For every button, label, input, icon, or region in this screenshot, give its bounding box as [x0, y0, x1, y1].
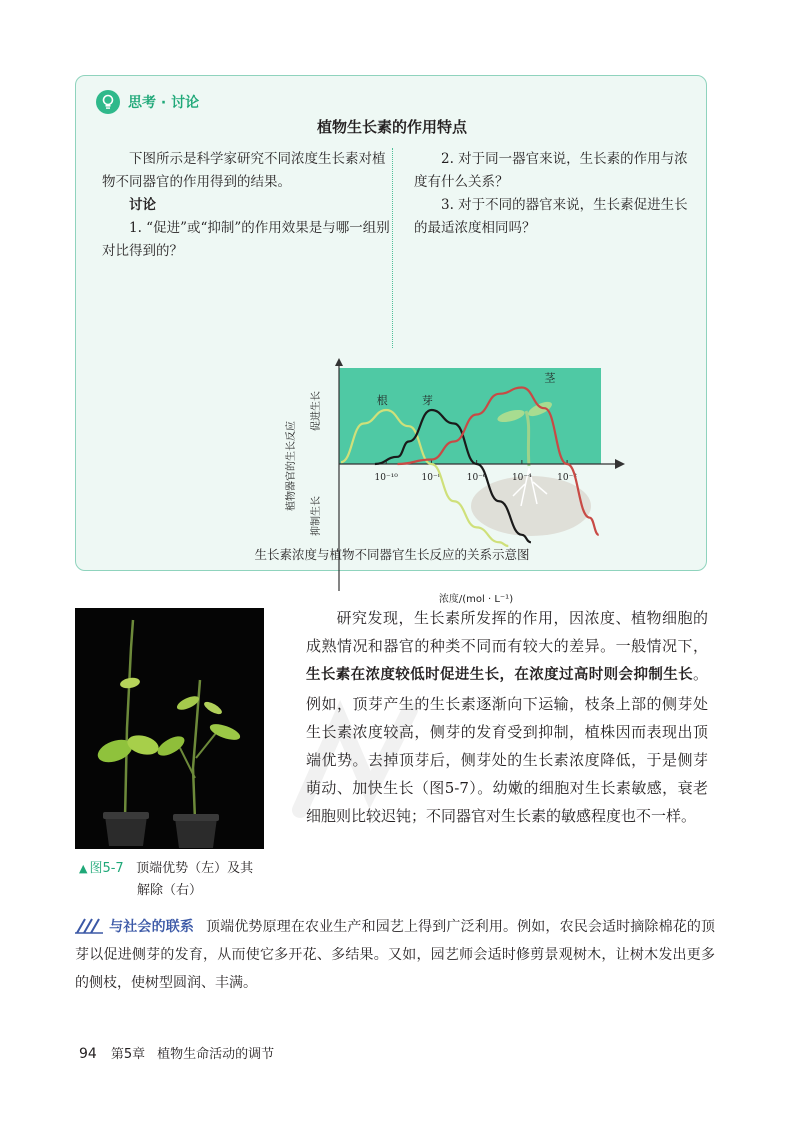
y-axis-label: 植物器官的生长反应: [286, 421, 297, 511]
figure-caption-line2: 解除（右）: [137, 883, 203, 898]
y-negative-label: 抑制生长: [311, 496, 322, 536]
discussion-heading: 讨论: [129, 197, 156, 213]
figure-caption-line1: 顶端优势（左）及其: [136, 861, 254, 876]
apical-dominance-photo: [75, 608, 264, 849]
x-axis-label: 浓度/(mol · L⁻¹): [438, 594, 514, 605]
y-positive-label: 促进生长: [311, 391, 322, 431]
series-label-芽: 芽: [421, 394, 433, 407]
page-number: 94: [79, 1046, 97, 1062]
discussion-header: [96, 90, 199, 114]
discussion-label: 思考 · 讨论: [128, 95, 200, 111]
question-3: 3. 对于不同的器官来说，生长素促进生长的最适浓度相同吗？: [414, 197, 688, 236]
discussion-title: 植物生长素的作用特点: [316, 118, 467, 136]
body-paragraph: [306, 604, 708, 831]
body-text-part2: 。例如，顶芽产生的生长素逐渐向下运输，枝条上部的侧芽处生长素浓度较高，侧芽的发育受到抑制，植株因而表现出顶端优势。去掉顶芽后，侧芽处的生长素浓度降低，于是侧芽萌动、加快生长（图5-7）。幼嫩的细胞对生长素敏感，衰老细胞则比较迟钝；不同器官对生长素的敏感程度也不一样。: [306, 665, 708, 826]
discussion-left-column: [102, 148, 392, 263]
triangle-icon: ▲: [79, 862, 88, 875]
x-tick-label: 10⁻⁶: [466, 473, 487, 483]
figure-caption: [79, 858, 279, 902]
figure-number: 图5-7: [89, 861, 124, 876]
series-label-根: 根: [376, 394, 388, 407]
page-footer: [79, 1043, 274, 1062]
lightbulb-icon: [96, 90, 120, 114]
auxin-response-chart: [281, 356, 636, 611]
society-label: 与社会的联系: [109, 919, 194, 935]
x-tick-label: 10⁻⁴: [511, 473, 532, 483]
question-2: 2. 对于同一器官来说，生长素的作用与浓度有什么关系？: [414, 151, 688, 190]
y-axis-arrow: [335, 358, 343, 366]
society-section: [75, 913, 715, 997]
society-text: 顶端优势原理在农业生产和园艺上得到广泛利用。例如，农民会适时摘除棉花的顶芽以促进侧芽的发育，从而使它多开花、多结果。又如，园艺师会适时修剪景观树木，让树木发出更多的侧枝，使树型圆润、丰满。: [75, 919, 715, 991]
stripes-icon: [75, 918, 105, 934]
x-axis-arrow: [615, 459, 625, 469]
discussion-intro: 下图所示是科学家研究不同浓度生长素对植物不同器官的作用得到的结果。: [102, 151, 386, 190]
x-tick-label: 10⁻²: [557, 473, 577, 483]
chart-caption: 生长素浓度与植物不同器官生长反应的关系示意图: [254, 547, 530, 562]
discussion-box: [75, 75, 707, 605]
body-text-part1: 研究发现，生长素所发挥的作用，因浓度、植物细胞的成熟情况和器官的种类不同而有较大的差异。一般情况下，: [306, 609, 708, 656]
chapter-title: 植物生命活动的调节: [157, 1047, 275, 1062]
column-divider: [392, 148, 393, 348]
series-label-茎: 茎: [544, 371, 556, 385]
x-tick-label: 10⁻¹⁰: [374, 473, 398, 483]
question-1: 1. “促进”或“抑制”的作用效果是与哪一组别对比得到的？: [102, 220, 390, 259]
promotion-band: [339, 368, 601, 464]
x-tick-label: 10⁻⁸: [421, 473, 442, 483]
body-bold-text: 生长素在浓度较低时促进生长，在浓度过高时则会抑制生长: [306, 667, 693, 684]
chapter-number: 第5章: [110, 1047, 146, 1062]
discussion-right-column: [414, 148, 689, 240]
